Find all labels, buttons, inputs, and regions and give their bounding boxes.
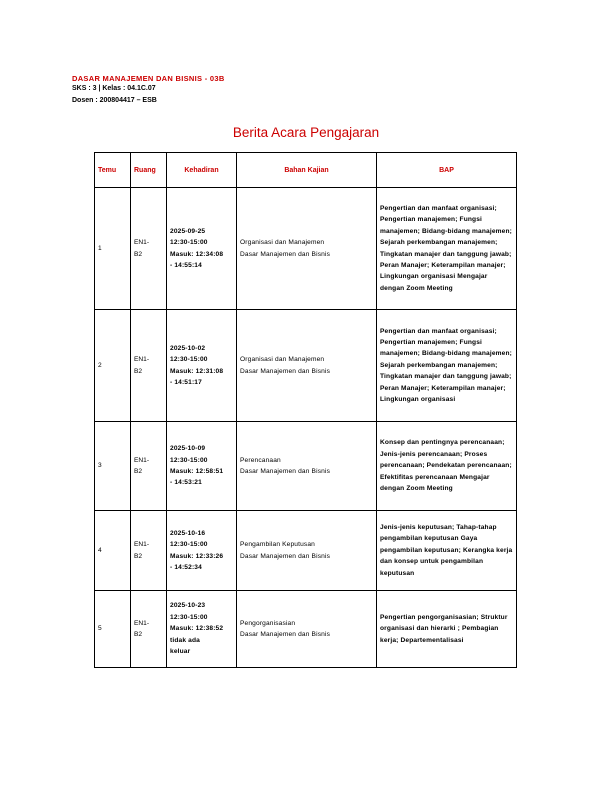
course-lecturer: Dosen : 200804417 – ESB	[72, 97, 157, 104]
cell-temu: 3	[95, 422, 131, 511]
cell-bap: Pengertian dan manfaat organisasi; Pengertian manajemen; Fungsi manajemen; Bidang-bidang manajemen; Sejarah perkembangan manajemen; Tingkatan manajer dan tanggung jawab; Peran Manajer; Keterampilan manajer; Lingkungan organisasi	[377, 310, 517, 422]
column-header-temu: Temu	[95, 153, 131, 188]
cell-ruang: EN1- B2	[131, 188, 167, 310]
cell-kehadiran: 2025-10-09 12:30-15:00 Masuk: 12:58:51 - 14:53:21	[167, 422, 237, 511]
table-row	[95, 511, 517, 591]
cell-bap: Pengertian pengorganisasian; Struktur organisasi dan hierarki ; Pembagian kerja; Departementalisasi	[377, 591, 517, 668]
cell-kehadiran: 2025-10-02 12:30-15:00 Masuk: 12:31:08 - 14:51:17	[167, 310, 237, 422]
cell-ruang: EN1- B2	[131, 310, 167, 422]
cell-kehadiran: 2025-10-16 12:30-15:00 Masuk: 12:33:26 - 14:52:34	[167, 511, 237, 591]
cell-bahan-kajian: Organisasi dan Manajemen Dasar Manajemen dan Bisnis	[237, 188, 377, 310]
course-credits-class: SKS : 3 | Kelas : 04.1C.07	[72, 85, 156, 92]
table-row	[95, 422, 517, 511]
page-title: Berita Acara Pengajaran	[232, 125, 380, 140]
cell-kehadiran: 2025-09-25 12:30-15:00 Masuk: 12:34:08 - 14:55:14	[167, 188, 237, 310]
teaching-record-table	[94, 152, 517, 668]
cell-bap: Konsep dan pentingnya perencanaan; Jenis-jenis perencanaan; Proses perencanaan; Pendekatan perencanaan; Efektifitas perencanaan Mengajar dengan Zoom Meeting	[377, 422, 517, 511]
table-header-row	[95, 153, 517, 188]
cell-temu: 5	[95, 591, 131, 668]
column-header-bap: BAP	[377, 153, 517, 188]
course-title: DASAR MANAJEMEN DAN BISNIS - 03B	[72, 74, 225, 83]
cell-temu: 1	[95, 188, 131, 310]
cell-ruang: EN1- B2	[131, 511, 167, 591]
cell-bahan-kajian: Perencanaan Dasar Manajemen dan Bisnis	[237, 422, 377, 511]
cell-temu: 2	[95, 310, 131, 422]
column-header-ruang: Ruang	[131, 153, 167, 188]
table-row	[95, 310, 517, 422]
cell-bap: Jenis-jenis keputusan; Tahap-tahap pengambilan keputusan Gaya pengambilan keputusan; Kerangka kerja dan konsep untuk pengambilan keputusan	[377, 511, 517, 591]
cell-ruang: EN1- B2	[131, 422, 167, 511]
cell-bap: Pengertian dan manfaat organisasi; Pengertian manajemen; Fungsi manajemen; Bidang-bidang manajemen; Sejarah perkembangan manajemen; Tingkatan manajer dan tanggung jawab; Peran Manajer; Keterampilan manajer; Lingkungan organisasi Mengajar dengan Zoom Meeting	[377, 188, 517, 310]
cell-ruang: EN1- B2	[131, 591, 167, 668]
table-row	[95, 591, 517, 668]
column-header-bahan-kajian: Bahan Kajian	[237, 153, 377, 188]
cell-bahan-kajian: Organisasi dan Manajemen Dasar Manajemen dan Bisnis	[237, 310, 377, 422]
cell-temu: 4	[95, 511, 131, 591]
document-header	[72, 74, 225, 107]
cell-bahan-kajian: Pengorganisasian Dasar Manajemen dan Bisnis	[237, 591, 377, 668]
column-header-kehadiran: Kehadiran	[167, 153, 237, 188]
cell-bahan-kajian: Pengambilan Keputusan Dasar Manajemen dan Bisnis	[237, 511, 377, 591]
table-row	[95, 188, 517, 310]
cell-kehadiran: 2025-10-23 12:30-15:00 Masuk: 12:38:52 tidak ada keluar	[167, 591, 237, 668]
